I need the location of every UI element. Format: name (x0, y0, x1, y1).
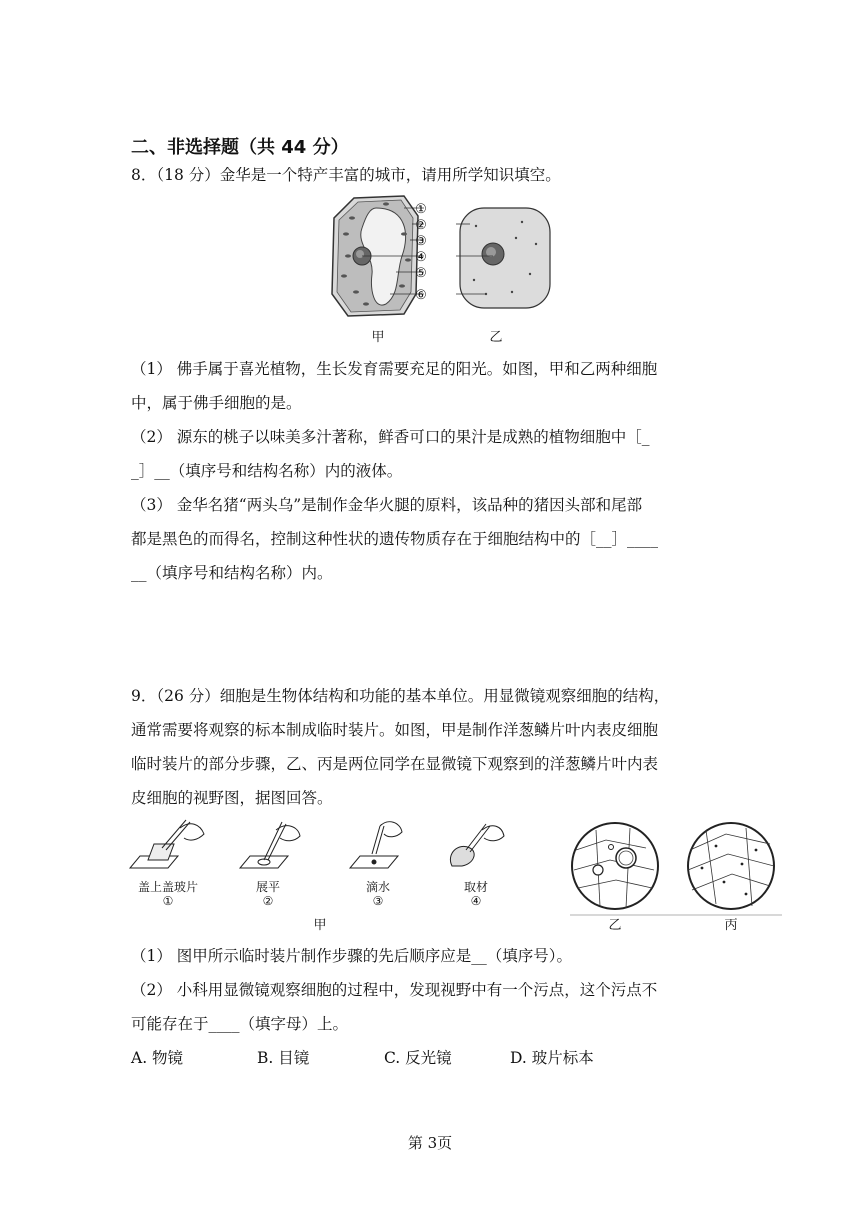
q8-part3-line3: __（填序号和结构名称）内。 (131, 564, 333, 582)
steps-group-label: 甲 (313, 918, 327, 933)
step-label-3: 滴水 (365, 880, 390, 894)
option-d: D. 玻片标本 (510, 1049, 594, 1067)
option-b: B. 目镜 (257, 1049, 310, 1067)
view-label-yi: 乙 (608, 918, 622, 933)
q9-part1: （1） 图甲所示临时装片制作步骤的先后顺序应是__（填序号）。 (131, 947, 573, 965)
q8-part2-line2: _］__（填序号和结构名称）内的液体。 (131, 462, 403, 480)
option-c: C. 反光镜 (384, 1049, 452, 1067)
step-number-3: ③ (372, 894, 384, 908)
cell-diagram (326, 194, 566, 344)
page-number: 第 3页 (407, 1134, 453, 1152)
view-label-bing: 丙 (724, 918, 738, 933)
step-label-2: 展平 (255, 880, 280, 894)
step-label-4: 取材 (463, 880, 488, 894)
figure-label-jia: 甲 (371, 330, 385, 345)
cell-number-2: ② (415, 218, 427, 233)
q9-part2-line1: （2） 小科用显微镜观察细胞的过程中，发现视野中有一个污点，这个污点不 (131, 981, 658, 999)
q9-stem-line4: 皮细胞的视野图，据图回答。 (131, 789, 333, 807)
step-number-4: ④ (470, 894, 482, 908)
view-yi (572, 823, 658, 909)
q9-stem-line3: 临时装片的部分步骤，乙、丙是两位同学在显微镜下观察到的洋葱鳞片叶内表 (131, 755, 659, 773)
cell-number-6: ⑥ (415, 288, 427, 303)
cell-number-1: ① (415, 202, 427, 217)
view-bing (688, 823, 774, 909)
slide-steps-figure (128, 814, 508, 880)
step-label-1: 盖上盖玻片 (137, 880, 198, 894)
q9-part2-line2: 可能存在于____（填字母）上。 (131, 1015, 349, 1033)
cell-number-5: ⑤ (415, 266, 427, 281)
q8-stem: 8．（18 分）金华是一个特产丰富的城市，请用所学知识填空。 (131, 166, 561, 184)
q8-part2-line1: （2） 源东的桃子以味美多汁著称，鲜香可口的果汁是成熟的植物细胞中［_ (131, 428, 650, 446)
step-number-1: ① (162, 894, 174, 908)
microscope-views (566, 820, 786, 920)
cell-number-3: ③ (415, 234, 427, 249)
section-heading: 二、非选择题（共 44 分） (131, 137, 349, 158)
q8-part1-line2: 中，属于佛手细胞的是。 (131, 394, 302, 412)
cell-number-4: ④ (415, 250, 427, 265)
q9-stem-line1: 9．（26 分）细胞是生物体结构和功能的基本单位。用显微镜观察细胞的结构， (131, 687, 670, 705)
q8-part3-line1: （3） 金华名猪“两头乌”是制作金华火腿的原料，该品种的猪因头部和尾部 (131, 496, 643, 514)
figure-label-yi: 乙 (489, 330, 503, 345)
step-number-2: ② (262, 894, 274, 908)
q8-part1-line1: （1） 佛手属于喜光植物，生长发育需要充足的阳光。如图，甲和乙两种细胞 (131, 360, 658, 378)
option-a: A. 物镜 (131, 1049, 184, 1067)
q9-stem-line2: 通常需要将观察的标本制成临时装片。如图，甲是制作洋葱鳞片叶内表皮细胞 (131, 721, 659, 739)
animal-cell (460, 208, 550, 308)
q8-part3-line2: 都是黑色的而得名，控制这种性状的遗传物质存在于细胞结构中的［__］____ (131, 530, 659, 548)
